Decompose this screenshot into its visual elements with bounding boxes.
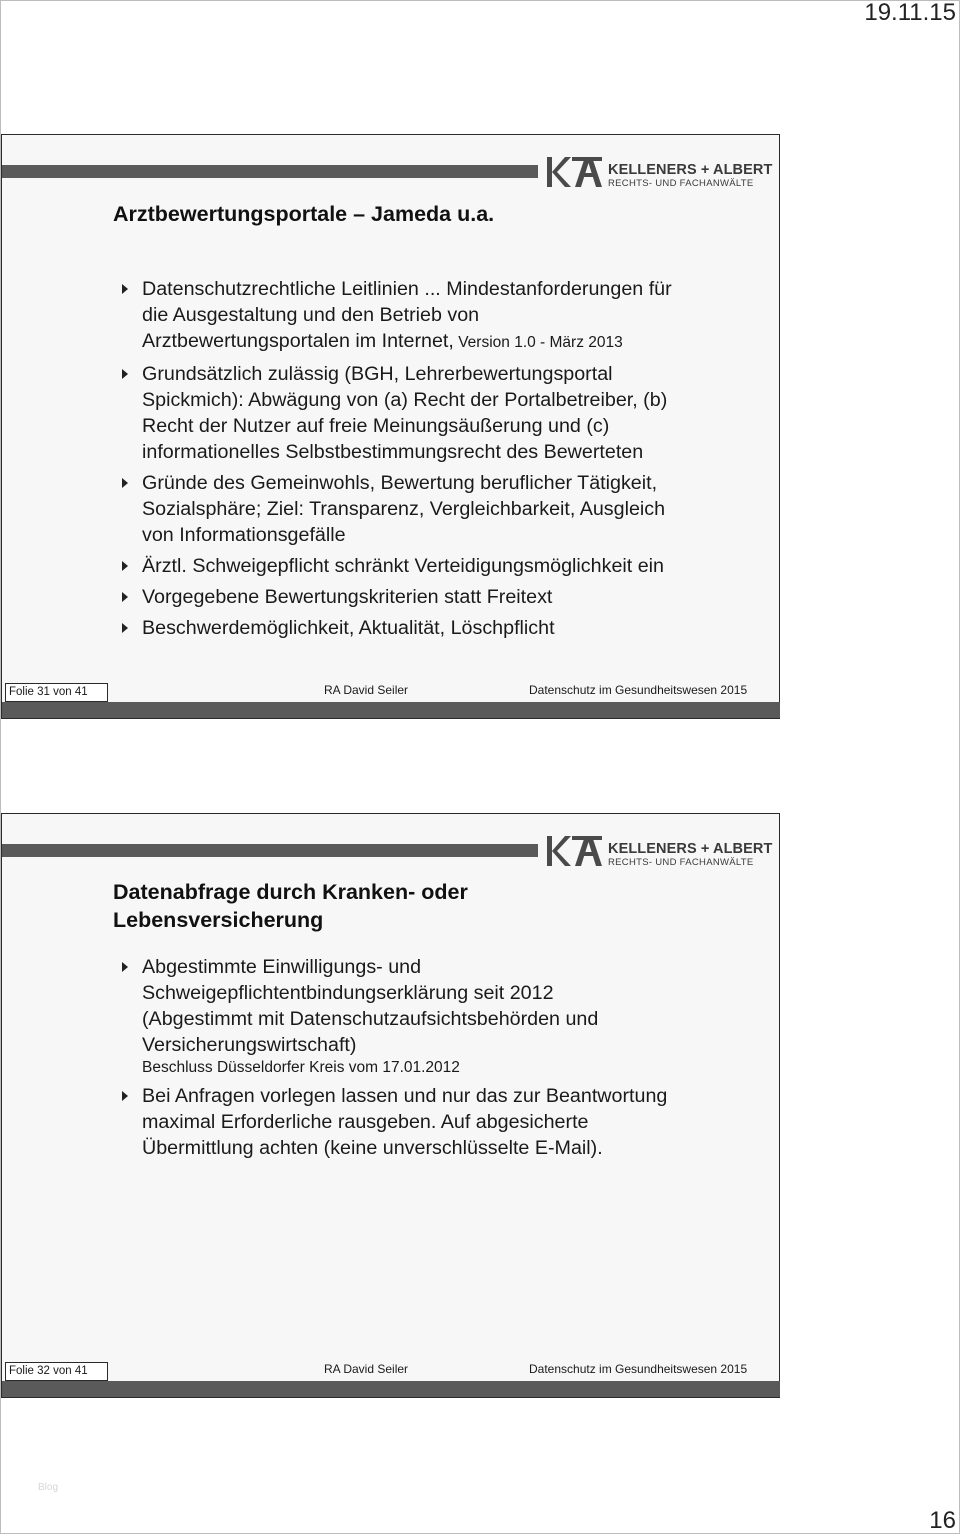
bullet-line: Grundsätzlich zulässig (BGH, Lehrerbewertungsportal <box>142 363 613 385</box>
bullet-list <box>120 954 740 1166</box>
bullet-line-text: Arztbewertungsportalen im Internet, <box>142 330 454 352</box>
bullet-line: Ärztl. Schweigepflicht schränkt Verteidigungsmöglichkeit ein <box>142 555 664 577</box>
footer-author: RA David Seiler <box>324 1362 409 1376</box>
bullet-line: von Informationsgefälle <box>142 524 346 546</box>
bullet-line: (Abgestimmt mit Datenschutzaufsichtsbehörden und <box>142 1008 599 1030</box>
bullet-arrow-icon <box>122 561 128 571</box>
bullet-line: Schweigepflichtentbindungserklärung seit 2012 <box>142 982 554 1004</box>
bullet-arrow-icon <box>122 623 128 633</box>
bullet-item <box>120 361 740 465</box>
bullet-line: Spickmich): Abwägung von (a) Recht der Portalbetreiber, (b) <box>142 389 668 411</box>
bullet-line: Sozialsphäre; Ziel: Transparenz, Vergleichbarkeit, Ausgleich <box>142 498 666 520</box>
bullet-line: Versicherungswirtschaft) <box>142 1034 357 1056</box>
slide-title-line: Lebensversicherung <box>113 908 324 932</box>
slide-title-line: Arztbewertungsportale – Jameda u.a. <box>113 202 495 226</box>
bullet-arrow-icon <box>122 1091 128 1101</box>
header-bar <box>2 165 538 178</box>
bullet-line: Recht der Nutzer auf freie Meinungsäußerung und (c) <box>142 415 610 437</box>
bullet-line: Übermittlung achten (keine unverschlüsselte E-Mail). <box>142 1137 603 1159</box>
bullet-list <box>120 276 740 646</box>
page-date: 19.11.15 <box>864 0 956 26</box>
header-bar <box>2 844 538 857</box>
bullet-arrow-icon <box>122 592 128 602</box>
slide-counter: Folie 32 von 41 <box>5 1362 108 1381</box>
footer-event: Datenschutz im Gesundheitswesen 2015 <box>529 1362 748 1376</box>
footer-bar-left <box>2 1381 108 1397</box>
slide-title <box>113 200 494 228</box>
footer-author: RA David Seiler <box>324 683 409 697</box>
footer-event: Datenschutz im Gesundheitswesen 2015 <box>529 683 748 697</box>
bullet-arrow-icon <box>122 369 128 379</box>
bullet-line: Beschwerdemöglichkeit, Aktualität, Löschpflicht <box>142 617 555 639</box>
footer-bar <box>108 1381 780 1397</box>
company-logo <box>545 832 773 872</box>
company-logo <box>545 153 773 193</box>
watermark: Blog <box>38 1482 59 1493</box>
ka-logo-icon <box>545 834 607 868</box>
slide-title <box>113 878 468 934</box>
bullet-arrow-icon <box>122 284 128 294</box>
bullet-line: Abgestimmte Einwilligungs- und <box>142 956 422 978</box>
bullet-line <box>142 328 740 356</box>
bullet-note: Beschluss Düsseldorfer Kreis vom 17.01.2012 <box>142 1059 460 1076</box>
bullet-item <box>120 276 740 356</box>
logo-subtitle: RECHTS- UND FACHANWÄLTE <box>608 857 754 868</box>
logo-name: KELLENERS + ALBERT <box>608 162 773 178</box>
logo-subtitle: RECHTS- UND FACHANWÄLTE <box>608 178 754 189</box>
bullet-line: die Ausgestaltung und den Betrieb von <box>142 304 480 326</box>
bullet-item <box>120 954 740 1078</box>
logo-name: KELLENERS + ALBERT <box>608 841 773 857</box>
bullet-item <box>120 615 740 641</box>
bullet-line: Datenschutzrechtliche Leitlinien ... Mindestanforderungen für <box>142 278 672 300</box>
bullet-item <box>120 470 740 548</box>
footer-bar-left <box>2 702 108 718</box>
bullet-arrow-icon <box>122 478 128 488</box>
version-note: Version 1.0 - März 2013 <box>453 334 623 351</box>
slide-title-line: Datenabfrage durch Kranken- oder <box>113 880 468 904</box>
bullet-line: Gründe des Gemeinwohls, Bewertung beruflicher Tätigkeit, <box>142 472 658 494</box>
bullet-line: informationelles Selbstbestimmungsrecht des Bewerteten <box>142 441 644 463</box>
bullet-line: Bei Anfragen vorlegen lassen und nur das zur Beantwortung <box>142 1085 668 1107</box>
ka-logo-icon <box>545 155 607 189</box>
slide-counter: Folie 31 von 41 <box>5 683 108 702</box>
bullet-line: maximal Erforderliche rausgeben. Auf abgesicherte <box>142 1111 589 1133</box>
page-number: 16 <box>929 1507 956 1534</box>
bullet-line: Vorgegebene Bewertungskriterien statt Freitext <box>142 586 553 608</box>
bullet-item <box>120 584 740 610</box>
bullet-item <box>120 553 740 579</box>
slide-32 <box>1 813 780 1398</box>
slide-31 <box>1 134 780 719</box>
bullet-item <box>120 1083 740 1161</box>
bullet-arrow-icon <box>122 962 128 972</box>
footer-bar <box>108 702 780 718</box>
